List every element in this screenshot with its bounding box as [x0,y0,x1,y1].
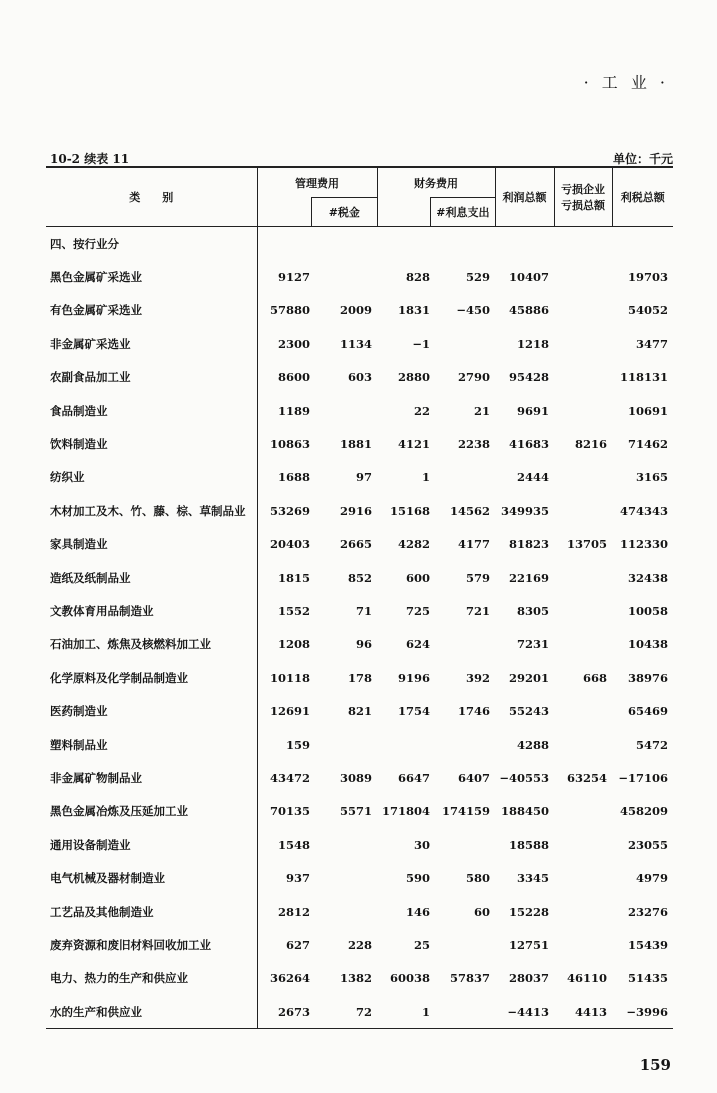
row-value: 590 [405,871,430,886]
table-row [46,995,673,1029]
row-category: 电力、热力的生产和供应业 [46,962,257,995]
table-row [46,594,673,627]
row-value: 23276 [627,904,668,919]
row-value [554,928,612,961]
row-value: 25 [413,937,430,952]
row-value: 668 [582,670,607,685]
row-value: 2665 [339,537,372,552]
row-value [315,728,377,761]
row-value: 12751 [508,937,549,952]
row-value [554,561,612,594]
row-value: 1208 [277,637,310,652]
row-value: 32438 [627,570,668,585]
row-value: 2444 [516,470,549,485]
row-value: 529 [465,270,490,285]
row-category: 医药制造业 [46,694,257,727]
row-value: 9691 [516,403,549,418]
row-category: 文教体育用品制造业 [46,594,257,627]
row-value [554,294,612,327]
row-value: 1831 [397,303,430,318]
row-value: 188450 [500,804,549,819]
row-value: 45886 [508,303,549,318]
section-title: 四、按行业分 [46,227,257,261]
row-value: 6407 [457,770,490,785]
table-row [46,260,673,293]
header-loss-line2: 亏损总额 [561,199,605,212]
row-category: 纺织业 [46,461,257,494]
row-value: 2300 [277,336,310,351]
row-value: 10691 [627,403,668,418]
row-value: 4177 [457,537,490,552]
row-value: 4282 [397,537,430,552]
row-value [554,795,612,828]
row-value: −17106 [618,770,668,785]
row-value: 2009 [339,303,372,318]
row-value [315,895,377,928]
row-value: 1548 [277,837,310,852]
row-value: 22169 [508,570,549,585]
row-value: 15439 [627,937,668,952]
row-value: 53269 [269,503,310,518]
row-value: 9196 [397,670,430,685]
row-value [435,995,495,1029]
row-value: 8305 [516,603,549,618]
row-value: 97 [355,470,372,485]
header-mgmt-group [257,167,377,227]
table-meta [46,150,673,166]
table-row [46,661,673,694]
row-value: 2790 [457,370,490,385]
section-row [46,227,673,261]
row-value: 852 [347,570,372,585]
row-value [554,728,612,761]
row-value: 28037 [508,971,549,986]
row-value [554,628,612,661]
header-interest: #利息支出 [430,197,494,226]
table-row [46,461,673,494]
header-tax: #税金 [311,197,376,226]
row-category: 木材加工及木、竹、藤、棕、草制品业 [46,494,257,527]
table-row [46,494,673,527]
row-value: 627 [285,937,310,952]
row-value: 38976 [627,670,668,685]
table-row [46,361,673,394]
row-value: 10407 [508,270,549,285]
row-value: 19703 [627,270,668,285]
row-value: 1 [377,995,435,1029]
row-category: 黑色金属矿采选业 [46,260,257,293]
row-value: 71462 [627,437,668,452]
row-value: 3089 [339,770,372,785]
row-value: 63254 [566,770,607,785]
row-value: 70135 [269,804,310,819]
statistics-table [46,166,673,1029]
row-value: 36264 [269,971,310,986]
row-value: 46110 [566,971,607,986]
row-value: 624 [405,637,430,652]
header-row [46,167,673,227]
row-value: −450 [456,303,490,318]
row-value [554,361,612,394]
row-value: 4413 [554,995,612,1029]
table-row [46,427,673,460]
row-value: 8216 [574,437,607,452]
row-value: 57880 [269,303,310,318]
row-category: 塑料制品业 [46,728,257,761]
page-number: 159 [639,1056,671,1074]
row-value: 474343 [619,503,668,518]
table-row [46,628,673,661]
row-value: 15228 [508,904,549,919]
row-value: 2238 [457,437,490,452]
row-value: 1746 [457,704,490,719]
row-value: 10438 [627,637,668,652]
row-value: 392 [465,670,490,685]
row-value: 178 [347,670,372,685]
row-value: 71 [355,603,372,618]
row-value: 228 [347,937,372,952]
table-row [46,528,673,561]
row-value: 1688 [277,470,310,485]
header-loss [554,167,612,227]
row-value: 2812 [277,904,310,919]
row-value: 458209 [619,804,668,819]
header-loss-line1: 亏损企业 [561,183,605,196]
row-value: 1189 [277,403,310,418]
row-value [435,327,495,360]
row-category: 农副食品加工业 [46,361,257,394]
row-value [554,260,612,293]
row-value: 5571 [339,804,372,819]
row-value: 15168 [389,503,430,518]
table-row [46,294,673,327]
row-value: −1 [412,336,430,351]
row-value: 12691 [269,704,310,719]
row-value [554,327,612,360]
row-value: 14562 [449,503,490,518]
row-value: 13705 [566,537,607,552]
row-value: 349935 [500,503,549,518]
row-value: 171804 [381,804,430,819]
row-value [315,861,377,894]
row-value: −40553 [499,770,549,785]
row-value [554,828,612,861]
row-value: 2673 [257,995,315,1029]
row-category: 黑色金属冶炼及压延加工业 [46,795,257,828]
unit-label: 单位：千元 [612,152,673,166]
row-category: 电气机械及器材制造业 [46,861,257,894]
row-value: 29201 [508,670,549,685]
row-value: 1754 [397,704,430,719]
row-value: 22 [413,403,430,418]
row-value [554,895,612,928]
row-value: 4979 [635,871,668,886]
row-value: 579 [465,570,490,585]
row-value: 72 [315,995,377,1029]
row-value [435,461,495,494]
row-category: 石油加工、炼焦及核燃料加工业 [46,628,257,661]
table-row [46,928,673,961]
row-value [315,828,377,861]
row-value: 600 [405,570,430,585]
row-value: 159 [285,737,310,752]
row-category: 非金属矿物制品业 [46,761,257,794]
header-finance-group [377,167,495,227]
table-row [46,561,673,594]
table-row [46,962,673,995]
row-value: 1552 [277,603,310,618]
table-row [46,795,673,828]
row-value: 10118 [269,670,310,685]
row-value [435,728,495,761]
row-category: 饮料制造业 [46,427,257,460]
row-value [554,461,612,494]
row-value: 18588 [508,837,549,852]
row-value [554,394,612,427]
row-value: 8600 [277,370,310,385]
row-value: 10058 [627,603,668,618]
row-value [554,594,612,627]
row-value [554,861,612,894]
table-row [46,327,673,360]
row-category: 水的生产和供应业 [46,995,257,1029]
row-value: 10863 [269,437,310,452]
row-value: 3345 [516,871,549,886]
table-row [46,861,673,894]
table-row [46,394,673,427]
row-value: 41683 [508,437,549,452]
table-row [46,694,673,727]
row-category: 有色金属矿采选业 [46,294,257,327]
table-row [46,895,673,928]
row-value: 7231 [516,637,549,652]
row-value: 81823 [508,537,549,552]
row-value: 1382 [339,971,372,986]
row-value: 603 [347,370,372,385]
row-value: 2880 [397,370,430,385]
row-value: 4121 [397,437,430,452]
row-value: 5472 [635,737,668,752]
row-value: 1881 [339,437,372,452]
row-value: 1218 [516,336,549,351]
row-value: −3996 [612,995,673,1029]
row-value: 30 [413,837,430,852]
row-value: 51435 [627,971,668,986]
row-category: 家具制造业 [46,528,257,561]
row-value: 118131 [619,370,668,385]
row-value [435,928,495,961]
row-value: 937 [285,871,310,886]
row-value [315,394,377,427]
row-value: 4288 [516,737,549,752]
header-profit: 利润总额 [495,167,554,227]
table-row [46,761,673,794]
table-row [46,828,673,861]
header-finance: 财务费用 [414,176,458,190]
row-value: 112330 [619,537,668,552]
row-value: 9127 [277,270,310,285]
row-category: 化学原料及化学制品制造业 [46,661,257,694]
row-value: 43472 [269,770,310,785]
row-value [377,728,435,761]
row-value: 21 [473,403,490,418]
row-value: 54052 [627,303,668,318]
row-value: 828 [405,270,430,285]
row-value: 821 [347,704,372,719]
row-category: 废弃资源和废旧材料回收加工业 [46,928,257,961]
row-value: 3165 [635,470,668,485]
row-value: 2916 [339,503,372,518]
row-value: 65469 [627,704,668,719]
row-value: 146 [405,904,430,919]
row-value [554,494,612,527]
row-value: −4413 [495,995,554,1029]
row-category: 食品制造业 [46,394,257,427]
row-category: 工艺品及其他制造业 [46,895,257,928]
row-value: 96 [355,637,372,652]
row-value [554,694,612,727]
row-value [435,628,495,661]
table-id: 10-2 续表 11 [50,152,130,166]
row-value [315,260,377,293]
row-value: 725 [405,603,430,618]
header-mgmt: 管理费用 [295,176,339,190]
row-value: 1134 [339,336,372,351]
row-value: 57837 [449,971,490,986]
row-value: 55243 [508,704,549,719]
row-value: 1815 [277,570,310,585]
row-value: 95428 [508,370,549,385]
row-value: 580 [465,871,490,886]
table-row [46,728,673,761]
row-category: 通用设备制造业 [46,828,257,861]
row-value: 721 [465,603,490,618]
row-value: 20403 [269,537,310,552]
row-value: 23055 [627,837,668,852]
running-head: · 工 业 · [583,73,669,92]
row-category: 非金属矿采选业 [46,327,257,360]
row-value: 60038 [389,971,430,986]
header-profit-tax: 利税总额 [612,167,673,227]
row-category: 造纸及纸制品业 [46,561,257,594]
row-value: 60 [473,904,490,919]
row-value: 1 [421,470,430,485]
row-value: 3477 [635,336,668,351]
row-value: 6647 [397,770,430,785]
row-value [435,828,495,861]
row-value: 174159 [441,804,490,819]
header-category: 类 别 [46,167,257,227]
